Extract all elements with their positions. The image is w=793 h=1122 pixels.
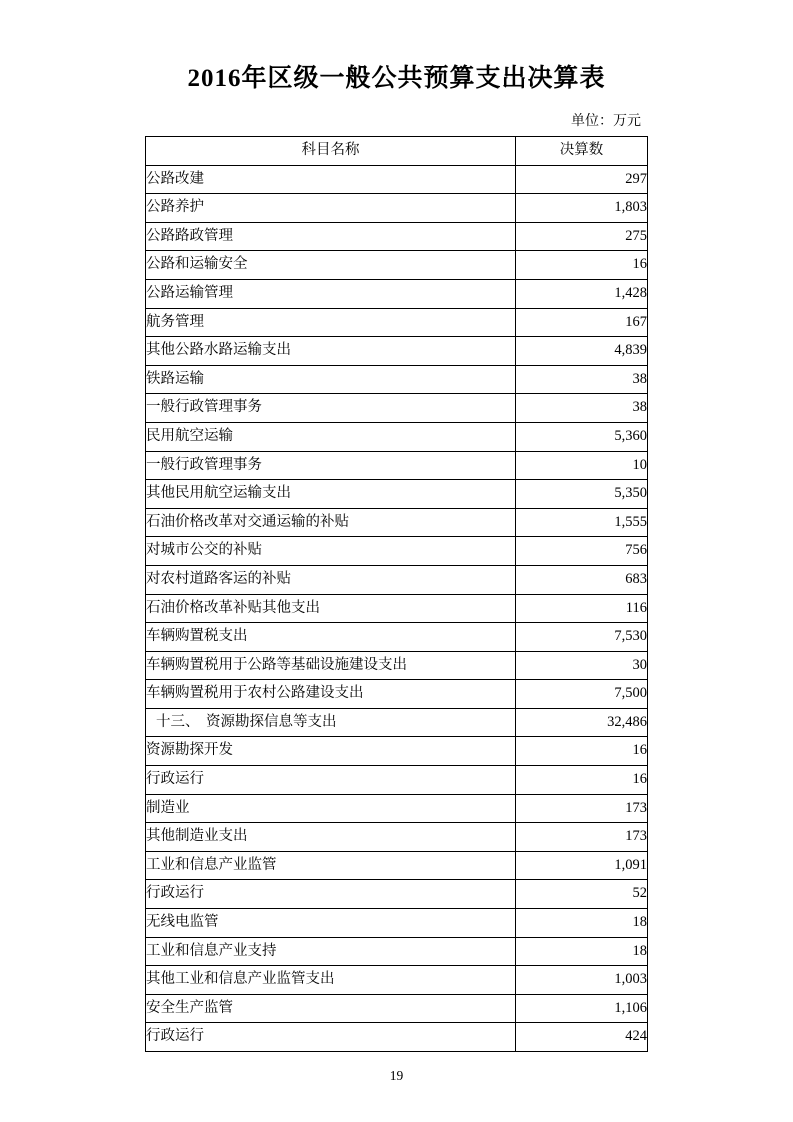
table-row (146, 823, 648, 852)
row-category-number: 十三、 (156, 713, 200, 730)
row-amount: 1,106 (516, 994, 648, 1023)
row-subject-name: 其他民用航空运输支出 (146, 480, 516, 509)
row-amount: 173 (516, 823, 648, 852)
row-amount: 173 (516, 794, 648, 823)
row-amount: 52 (516, 880, 648, 909)
row-amount: 1,803 (516, 194, 648, 223)
row-subject-name: 资源勘探开发 (146, 737, 516, 766)
table-row (146, 279, 648, 308)
table-row (146, 909, 648, 938)
table-row (146, 880, 648, 909)
page-number: 19 (389, 1068, 404, 1083)
row-amount: 756 (516, 537, 648, 566)
row-subject-name: 制造业 (146, 794, 516, 823)
budget-table (145, 136, 648, 1052)
row-category-label: 资源勘探信息等支出 (206, 713, 337, 730)
row-amount: 4,839 (516, 337, 648, 366)
row-subject-name: 石油价格改革对交通运输的补贴 (146, 508, 516, 537)
table-row (146, 1023, 648, 1052)
row-subject-name: 一般行政管理事务 (146, 451, 516, 480)
row-amount: 297 (516, 165, 648, 194)
table-row (146, 651, 648, 680)
row-amount: 16 (516, 737, 648, 766)
table-row (146, 565, 648, 594)
row-amount: 5,350 (516, 480, 648, 509)
table-row (146, 937, 648, 966)
row-subject-name: 铁路运输 (146, 365, 516, 394)
row-subject-name: 一般行政管理事务 (146, 394, 516, 423)
table-row (146, 623, 648, 652)
table-row (146, 766, 648, 795)
page-title: 2016年区级一般公共预算支出决算表 (187, 65, 606, 92)
row-amount: 424 (516, 1023, 648, 1052)
row-subject-name: 公路改建 (146, 165, 516, 194)
table-row (146, 708, 648, 737)
unit-label: 单位：万元 (571, 114, 641, 129)
row-amount: 275 (516, 222, 648, 251)
row-amount: 32,486 (516, 708, 648, 737)
row-subject-name: 车辆购置税支出 (146, 623, 516, 652)
table-row (146, 365, 648, 394)
column-header-name: 科目名称 (146, 137, 516, 166)
table-row (146, 165, 648, 194)
row-subject-name: 工业和信息产业监管 (146, 851, 516, 880)
table-row (146, 537, 648, 566)
row-subject-name: 其他工业和信息产业监管支出 (146, 966, 516, 995)
table-row (146, 194, 648, 223)
row-subject-name: 行政运行 (146, 1023, 516, 1052)
row-subject-name: 公路路政管理 (146, 222, 516, 251)
row-amount: 10 (516, 451, 648, 480)
row-amount: 16 (516, 766, 648, 795)
row-subject-name: 其他制造业支出 (146, 823, 516, 852)
row-subject-name: 民用航空运输 (146, 422, 516, 451)
row-amount: 683 (516, 565, 648, 594)
row-amount: 30 (516, 651, 648, 680)
row-amount: 38 (516, 394, 648, 423)
table-row (146, 222, 648, 251)
table-row (146, 394, 648, 423)
row-subject-name: 公路和运输安全 (146, 251, 516, 280)
row-subject-name: 对农村道路客运的补贴 (146, 565, 516, 594)
row-subject-name: 行政运行 (146, 880, 516, 909)
table-row (146, 337, 648, 366)
table-row (146, 451, 648, 480)
table-row (146, 851, 648, 880)
table-row (146, 422, 648, 451)
row-subject-name: 公路运输管理 (146, 279, 516, 308)
table-row (146, 966, 648, 995)
row-amount: 1,091 (516, 851, 648, 880)
budget-table-container (0, 130, 793, 1052)
row-amount: 1,555 (516, 508, 648, 537)
table-row (146, 480, 648, 509)
row-amount: 5,360 (516, 422, 648, 451)
row-subject-name: 行政运行 (146, 766, 516, 795)
table-header-row (146, 137, 648, 166)
table-row (146, 680, 648, 709)
row-amount: 167 (516, 308, 648, 337)
row-amount: 16 (516, 251, 648, 280)
row-subject-name: 其他公路水路运输支出 (146, 337, 516, 366)
row-subject-name: 石油价格改革补贴其他支出 (146, 594, 516, 623)
table-body (146, 165, 648, 1051)
row-amount: 18 (516, 909, 648, 938)
row-subject-name: 航务管理 (146, 308, 516, 337)
row-subject-name: 安全生产监管 (146, 994, 516, 1023)
row-amount: 116 (516, 594, 648, 623)
table-row (146, 308, 648, 337)
table-row (146, 508, 648, 537)
row-subject-name (146, 708, 516, 737)
table-row (146, 594, 648, 623)
row-amount: 7,500 (516, 680, 648, 709)
row-amount: 7,530 (516, 623, 648, 652)
row-amount: 38 (516, 365, 648, 394)
row-subject-name: 无线电监管 (146, 909, 516, 938)
row-subject-name: 车辆购置税用于公路等基础设施建设支出 (146, 651, 516, 680)
table-row (146, 251, 648, 280)
table-row (146, 994, 648, 1023)
column-header-value: 决算数 (516, 137, 648, 166)
table-row (146, 737, 648, 766)
row-subject-name: 工业和信息产业支持 (146, 937, 516, 966)
row-amount: 1,003 (516, 966, 648, 995)
row-amount: 1,428 (516, 279, 648, 308)
row-subject-name: 公路养护 (146, 194, 516, 223)
row-subject-name: 对城市公交的补贴 (146, 537, 516, 566)
table-row (146, 794, 648, 823)
row-subject-name: 车辆购置税用于农村公路建设支出 (146, 680, 516, 709)
row-amount: 18 (516, 937, 648, 966)
